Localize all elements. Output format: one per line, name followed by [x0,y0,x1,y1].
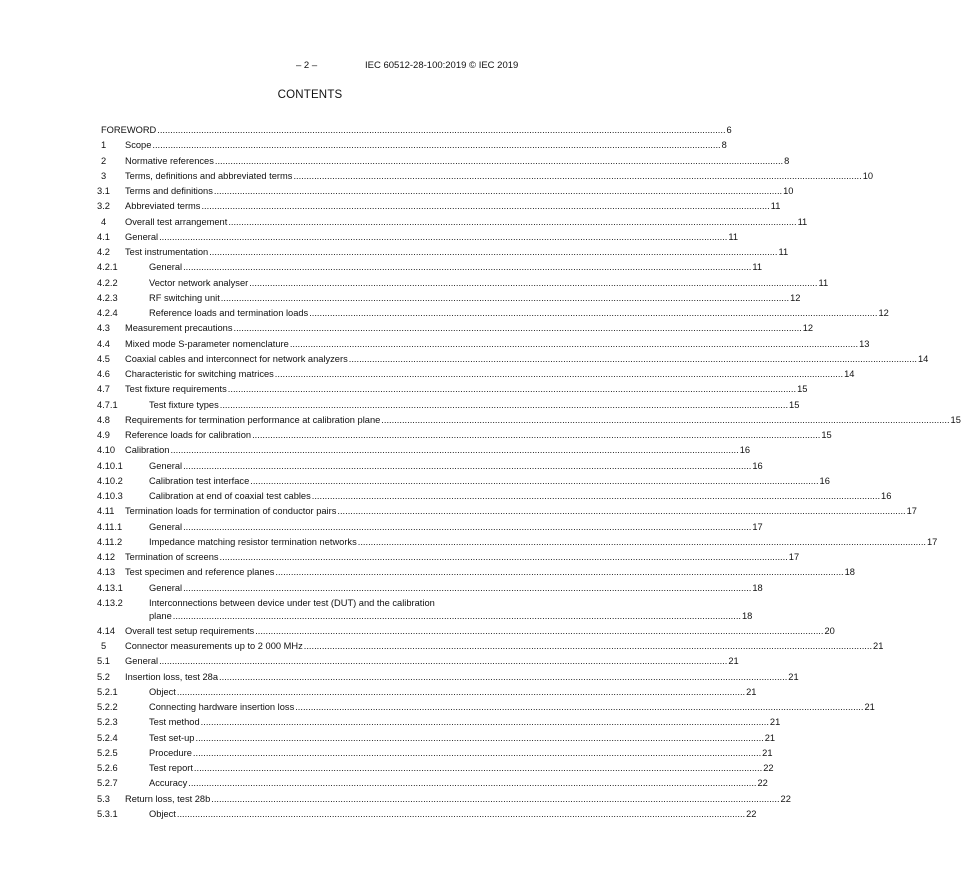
toc-leader-dots: ............................................................................................................................................................................................................................ [159,656,728,667]
toc-entry-title: General [125,231,159,242]
toc-entry-title: General [149,460,183,471]
toc-entry-number: 4 [101,216,107,227]
toc-entry-page: 21 [788,671,799,682]
toc-entry[interactable] [97,307,889,322]
toc-entry-title: Reference loads for calibration [125,430,252,440]
toc-entry-title: Object [149,686,176,697]
toc-entry[interactable] [101,155,790,170]
toc-entry-page: 11 [797,216,808,227]
toc-entry-number: 5.1 [97,656,110,667]
toc-entry[interactable] [97,732,776,747]
toc-entry-number: 3.1 [97,186,110,196]
toc-entry[interactable] [97,246,789,261]
toc-entry-page: 12 [878,308,889,318]
toc-entry-number: 4.10 [97,445,116,456]
toc-entry-number: 3.2 [97,201,110,212]
toc-entry-number: 4.5 [97,353,110,364]
toc-entry-page: 21 [864,702,875,712]
toc-entry-page: 21 [746,686,757,697]
toc-entry-number: 4.12 [97,552,116,562]
toc-entry-title: Impedance matching resistor termination networks [149,536,357,547]
toc-entry[interactable] [97,582,763,597]
toc-leader-dots: ............................................................................................................................................................................................................................ [337,506,906,517]
toc-entry-number: 1 [101,140,107,151]
toc-entry-page: 22 [780,793,791,804]
toc-entry-page: 8 [721,140,727,151]
toc-entry[interactable] [97,292,801,307]
toc-entry-number: 5.2.2 [97,702,118,712]
toc-entry[interactable] [97,521,763,536]
toc-entry[interactable] [97,566,855,581]
page-header [0,60,620,74]
toc-leader-dots: ............................................................................................................................................................................................................................ [348,353,917,364]
toc-leader-dots: ............................................................................................................................................................................................................................ [209,247,778,257]
toc-entry-page: 16 [752,460,763,471]
toc-entry[interactable] [97,231,738,246]
toc-entry-title: General [125,656,159,667]
toc-entry-page: 12 [790,292,801,303]
toc-entry-title: RF switching unit [149,292,220,303]
toc-entry-number: 4.13.2 [97,597,123,608]
toc-entry[interactable] [101,640,884,655]
toc-entry-number: 4.3 [97,323,110,334]
toc-entry-page: 10 [862,170,874,181]
toc-entry[interactable] [101,170,874,185]
toc-entry-number: 4.10.3 [97,491,123,501]
toc-leader-dots: ............................................................................................................................................................................................................................ [289,338,859,349]
toc-entry-title: Test fixture types [149,399,219,410]
toc-entry-page: 22 [746,808,757,819]
toc-leader-dots: ............................................................................................................................................................................................................................ [227,384,797,395]
toc-leader-dots: ............................................................................................................................................................................................................................ [381,414,950,425]
toc-entry-page: 22 [757,778,768,789]
toc-leader-dots: ............................................................................................................................................................................................................................ [219,399,789,410]
toc-entry-number: 4.13 [97,567,116,578]
toc-entry-page: 11 [818,277,829,288]
toc-entry-title: Insertion loss, test 28a [125,671,219,682]
toc-entry-page: 12 [802,323,814,334]
toc-entry[interactable] [101,216,808,231]
toc-entry-number: 4.8 [97,414,110,425]
toc-entry-page: 15 [797,384,808,395]
toc-entry[interactable] [97,777,768,792]
toc-entry-title: Test specimen and reference planes [125,567,275,578]
toc-entry-page: 16 [739,445,751,456]
toc-entry-number: 5 [101,641,107,651]
toc-leader-dots: ............................................................................................................................................................................................................................ [293,170,862,181]
toc-entry-page: 15 [821,430,832,440]
toc-entry-page: 18 [742,610,753,621]
toc-leader-dots: ............................................................................................................................................................................................................................ [192,747,762,758]
toc-leader-dots: ............................................................................................................................................................................................................................ [275,567,844,578]
toc-entry[interactable] [97,399,800,414]
toc-entry-title: Return loss, test 28b [125,793,211,804]
toc-leader-dots: ............................................................................................................................................................................................................................ [220,292,790,303]
toc-leader-dots: ............................................................................................................................................................................................................................ [193,763,763,773]
toc-entry[interactable] [97,444,751,459]
toc-entry-number: 4.2.4 [97,308,118,318]
toc-entry-number: 4.2.2 [97,277,118,288]
toc-entry-title: Abbreviated terms [125,201,201,212]
toc-leader-dots: ............................................................................................................................................................................................................................ [233,323,802,334]
toc-entry-number: 4.2 [97,247,110,257]
toc-leader-dots: ............................................................................................................................................................................................................................ [200,717,769,728]
toc-entry-title: Overall test setup requirements [125,625,255,636]
toc-entry[interactable] [97,338,870,353]
toc-leader-dots: ............................................................................................................................................................................................................................ [188,778,757,789]
toc-entry-title: Calibration at end of coaxial test cables [149,491,311,501]
toc-entry-title: General [149,262,183,273]
toc-leader-dots: ............................................................................................................................................................................................................................ [213,186,783,196]
toc-entry[interactable] [97,701,875,716]
page-title: CONTENTS [277,89,343,101]
toc-entry-title: Test report [149,763,193,773]
toc-entry-title: Characteristic for switching matrices [125,369,274,379]
toc-entry-number: 5.3 [97,793,110,804]
toc-leader-dots: ............................................................................................................................................................................................................................ [159,231,728,242]
toc-entry[interactable] [97,762,774,777]
toc-leader-dots: ............................................................................................................................................................................................................................ [311,491,881,501]
toc-leader-dots: ............................................................................................................................................................................................................................ [219,552,788,562]
toc-entry-page: 11 [770,201,781,212]
toc-entry[interactable] [97,597,753,625]
toc-entry-title: General [149,582,183,593]
toc-entry[interactable] [101,139,727,154]
toc-entry-title: Connector measurements up to 2 000 MHz [125,641,303,651]
toc-leader-dots: ............................................................................................................................................................................................................................ [211,793,780,804]
toc-entry[interactable] [97,536,938,551]
toc-entry-number: 4.6 [97,369,110,379]
toc-entry-title: Terms, definitions and abbreviated terms [125,170,293,181]
toc-entry[interactable] [97,808,757,823]
toc-leader-dots: ............................................................................................................................................................................................................................ [303,641,873,651]
toc-entry-page: 22 [763,763,774,773]
toc-leader-dots: ............................................................................................................................................................................................................................ [176,808,746,819]
toc-entry-number: 5.2.3 [97,717,118,728]
toc-entry[interactable] [97,322,814,337]
toc-leader-dots: ............................................................................................................................................................................................................................ [183,582,752,593]
toc-entry-page: 21 [762,747,773,758]
toc-entry-number: 5.2.1 [97,686,118,697]
toc-entry-title: Connecting hardware insertion loss [149,702,295,712]
toc-entry[interactable] [97,261,762,276]
toc-entry[interactable] [97,475,830,490]
toc-entry-number: 4.13.1 [97,582,123,593]
toc-entry[interactable] [97,505,917,520]
toc-leader-dots: ............................................................................................................................................................................................................................ [172,610,742,621]
toc-leader-dots: ............................................................................................................................................................................................................................ [183,460,752,471]
toc-entry-title: Overall test arrangement [125,216,228,227]
toc-entry-page: 18 [844,567,855,578]
toc-leader-dots: ............................................................................................................................................................................................................................ [183,262,752,273]
toc-leader-dots: ............................................................................................................................................................................................................................ [249,277,818,288]
toc-entry-title: Coaxial cables and interconnect for network analyzers [125,353,348,364]
toc-entry-number: 4.1 [97,231,110,242]
toc-entry-number: 4.2.1 [97,262,118,273]
toc-leader-dots: ............................................................................................................................................................................................................................ [252,430,821,440]
toc-entry-page: 14 [844,369,855,379]
toc-leader-dots: ............................................................................................................................................................................................................................ [250,475,819,486]
toc-entry[interactable] [97,383,808,398]
toc-entry[interactable] [97,429,832,444]
toc-entry-title: Scope [125,140,152,151]
toc-leader-dots: ............................................................................................................................................................................................................................ [170,445,739,456]
toc-entry-number: 5.2.5 [97,747,118,758]
toc-entry-title: Terms and definitions [125,186,213,196]
toc-entry-title: Termination of screens [125,552,219,562]
toc-entry-title: Termination loads for termination of conductor pairs [125,506,337,517]
toc-entry[interactable] [97,490,892,505]
toc-entry[interactable] [97,185,794,200]
toc-entry[interactable] [97,277,829,292]
toc-entry-page: 10 [783,186,794,196]
toc-entry-page: 16 [819,475,830,486]
toc-entry[interactable] [97,671,799,686]
toc-entry[interactable] [101,124,732,139]
toc-entry-number: 4.10.2 [97,475,123,486]
toc-entry-title: Calibration [125,445,170,456]
toc-entry[interactable] [97,793,791,808]
toc-entry-page: 17 [788,552,800,562]
page-number: – 2 – [296,60,318,71]
toc-leader-dots: ............................................................................................................................................................................................................................ [201,201,770,212]
toc-entry-title: Test method [149,717,200,728]
toc-entry-page: 21 [764,732,776,743]
toc-entry-title: Object [149,808,176,819]
document-reference: IEC 60512-28-100:2019 © IEC 2019 [365,60,519,71]
toc-entry[interactable] [97,353,929,368]
toc-entry-title: Interconnections between device under test (DUT) and the calibration [149,597,435,608]
toc-entry-title: Procedure [149,747,192,758]
toc-entry-title: Normative references [125,155,214,166]
toc-leader-dots: ............................................................................................................................................................................................................................ [176,686,746,697]
toc-leader-dots: ............................................................................................................................................................................................................................ [228,216,797,227]
toc-entry-title: Test fixture requirements [125,384,227,395]
toc-leader-dots: ............................................................................................................................................................................................................................ [255,625,824,636]
toc-entry-number: 4.4 [97,338,110,349]
toc-entry-number: 5.3.1 [97,808,118,819]
toc-entry-title: FOREWORD [101,125,157,135]
toc-leader-dots: ............................................................................................................................................................................................................................ [274,369,844,379]
toc-leader-dots: ............................................................................................................................................................................................................................ [183,521,752,532]
toc-entry-title: Requirements for termination performance at calibration plane [125,414,381,425]
toc-entry-title-continued: plane [149,610,172,621]
toc-entry-number: 4.7 [97,384,110,395]
toc-entry-page: 18 [752,582,763,593]
toc-entry-number: 4.10.1 [97,460,123,471]
toc-entry[interactable] [97,747,773,762]
toc-entry-page: 17 [906,506,917,517]
toc-entry-page: 21 [769,717,781,728]
toc-leader-dots: ............................................................................................................................................................................................................................ [214,155,784,166]
toc-entry[interactable] [97,368,855,383]
toc-entry[interactable] [97,200,781,215]
toc-entry[interactable] [97,716,781,731]
toc-entry-number: 4.14 [97,625,116,636]
toc-leader-dots: ............................................................................................................................................................................................................................ [195,732,764,743]
toc-entry[interactable] [97,551,800,566]
toc-leader-dots: ............................................................................................................................................................................................................................ [152,140,721,151]
toc-leader-dots: ............................................................................................................................................................................................................................ [219,671,788,682]
toc-entry-number: 3 [101,170,107,181]
toc-entry-page: 21 [728,656,739,667]
toc-entry-page: 15 [950,414,961,425]
toc-leader-dots: ............................................................................................................................................................................................................................ [309,308,878,318]
toc-entry-title: Reference loads and termination loads [149,308,309,318]
toc-entry-page: 14 [918,353,929,364]
toc-entry-page: 17 [927,536,938,547]
toc-entry-page: 6 [726,125,732,135]
toc-entry[interactable] [97,686,757,701]
toc-entry[interactable] [97,625,835,640]
toc-entry-title: Measurement precautions [125,323,233,334]
toc-entry-number: 5.2.7 [97,778,118,789]
toc-leader-dots: ............................................................................................................................................................................................................................ [357,536,926,547]
toc-entry-page: 11 [752,262,762,273]
toc-entry-number: 4.11 [97,506,115,517]
toc-entry-number: 4.11.2 [97,536,123,547]
toc-entry-page: 13 [859,338,870,349]
toc-entry-page: 17 [752,521,763,532]
toc-entry-number: 4.7.1 [97,399,118,410]
toc-entry-title: Test set-up [149,732,195,743]
toc-entry-title: Vector network analyser [149,277,249,288]
toc-entry-number: 5.2.6 [97,763,118,773]
toc-entry-page: 8 [784,155,790,166]
table-of-contents [97,124,961,823]
toc-entry-title: Accuracy [149,778,188,789]
toc-entry[interactable] [97,655,739,670]
toc-entry-title: Mixed mode S-parameter nomenclature [125,338,289,349]
toc-entry-title: General [149,521,183,532]
toc-leader-dots: ............................................................................................................................................................................................................................ [157,125,726,135]
toc-entry-number: 2 [101,155,107,166]
toc-entry-number: 4.9 [97,430,110,440]
toc-entry-page: 15 [789,399,800,410]
toc-entry-page: 21 [873,641,884,651]
toc-entry-number: 5.2 [97,671,110,682]
toc-entry[interactable] [97,460,763,475]
toc-entry-page: 16 [881,491,892,501]
toc-entry-page: 11 [728,231,738,242]
toc-leader-dots: ............................................................................................................................................................................................................................ [295,702,864,712]
toc-entry-page: 11 [778,247,789,257]
toc-entry-title: Calibration test interface [149,475,250,486]
toc-entry-number: 4.2.3 [97,292,118,303]
toc-entry-title: Test instrumentation [125,247,209,257]
toc-entry-page: 20 [824,625,835,636]
toc-entry-number: 5.2.4 [97,732,118,743]
toc-entry-number: 4.11.1 [97,521,123,532]
toc-entry[interactable] [97,414,961,429]
